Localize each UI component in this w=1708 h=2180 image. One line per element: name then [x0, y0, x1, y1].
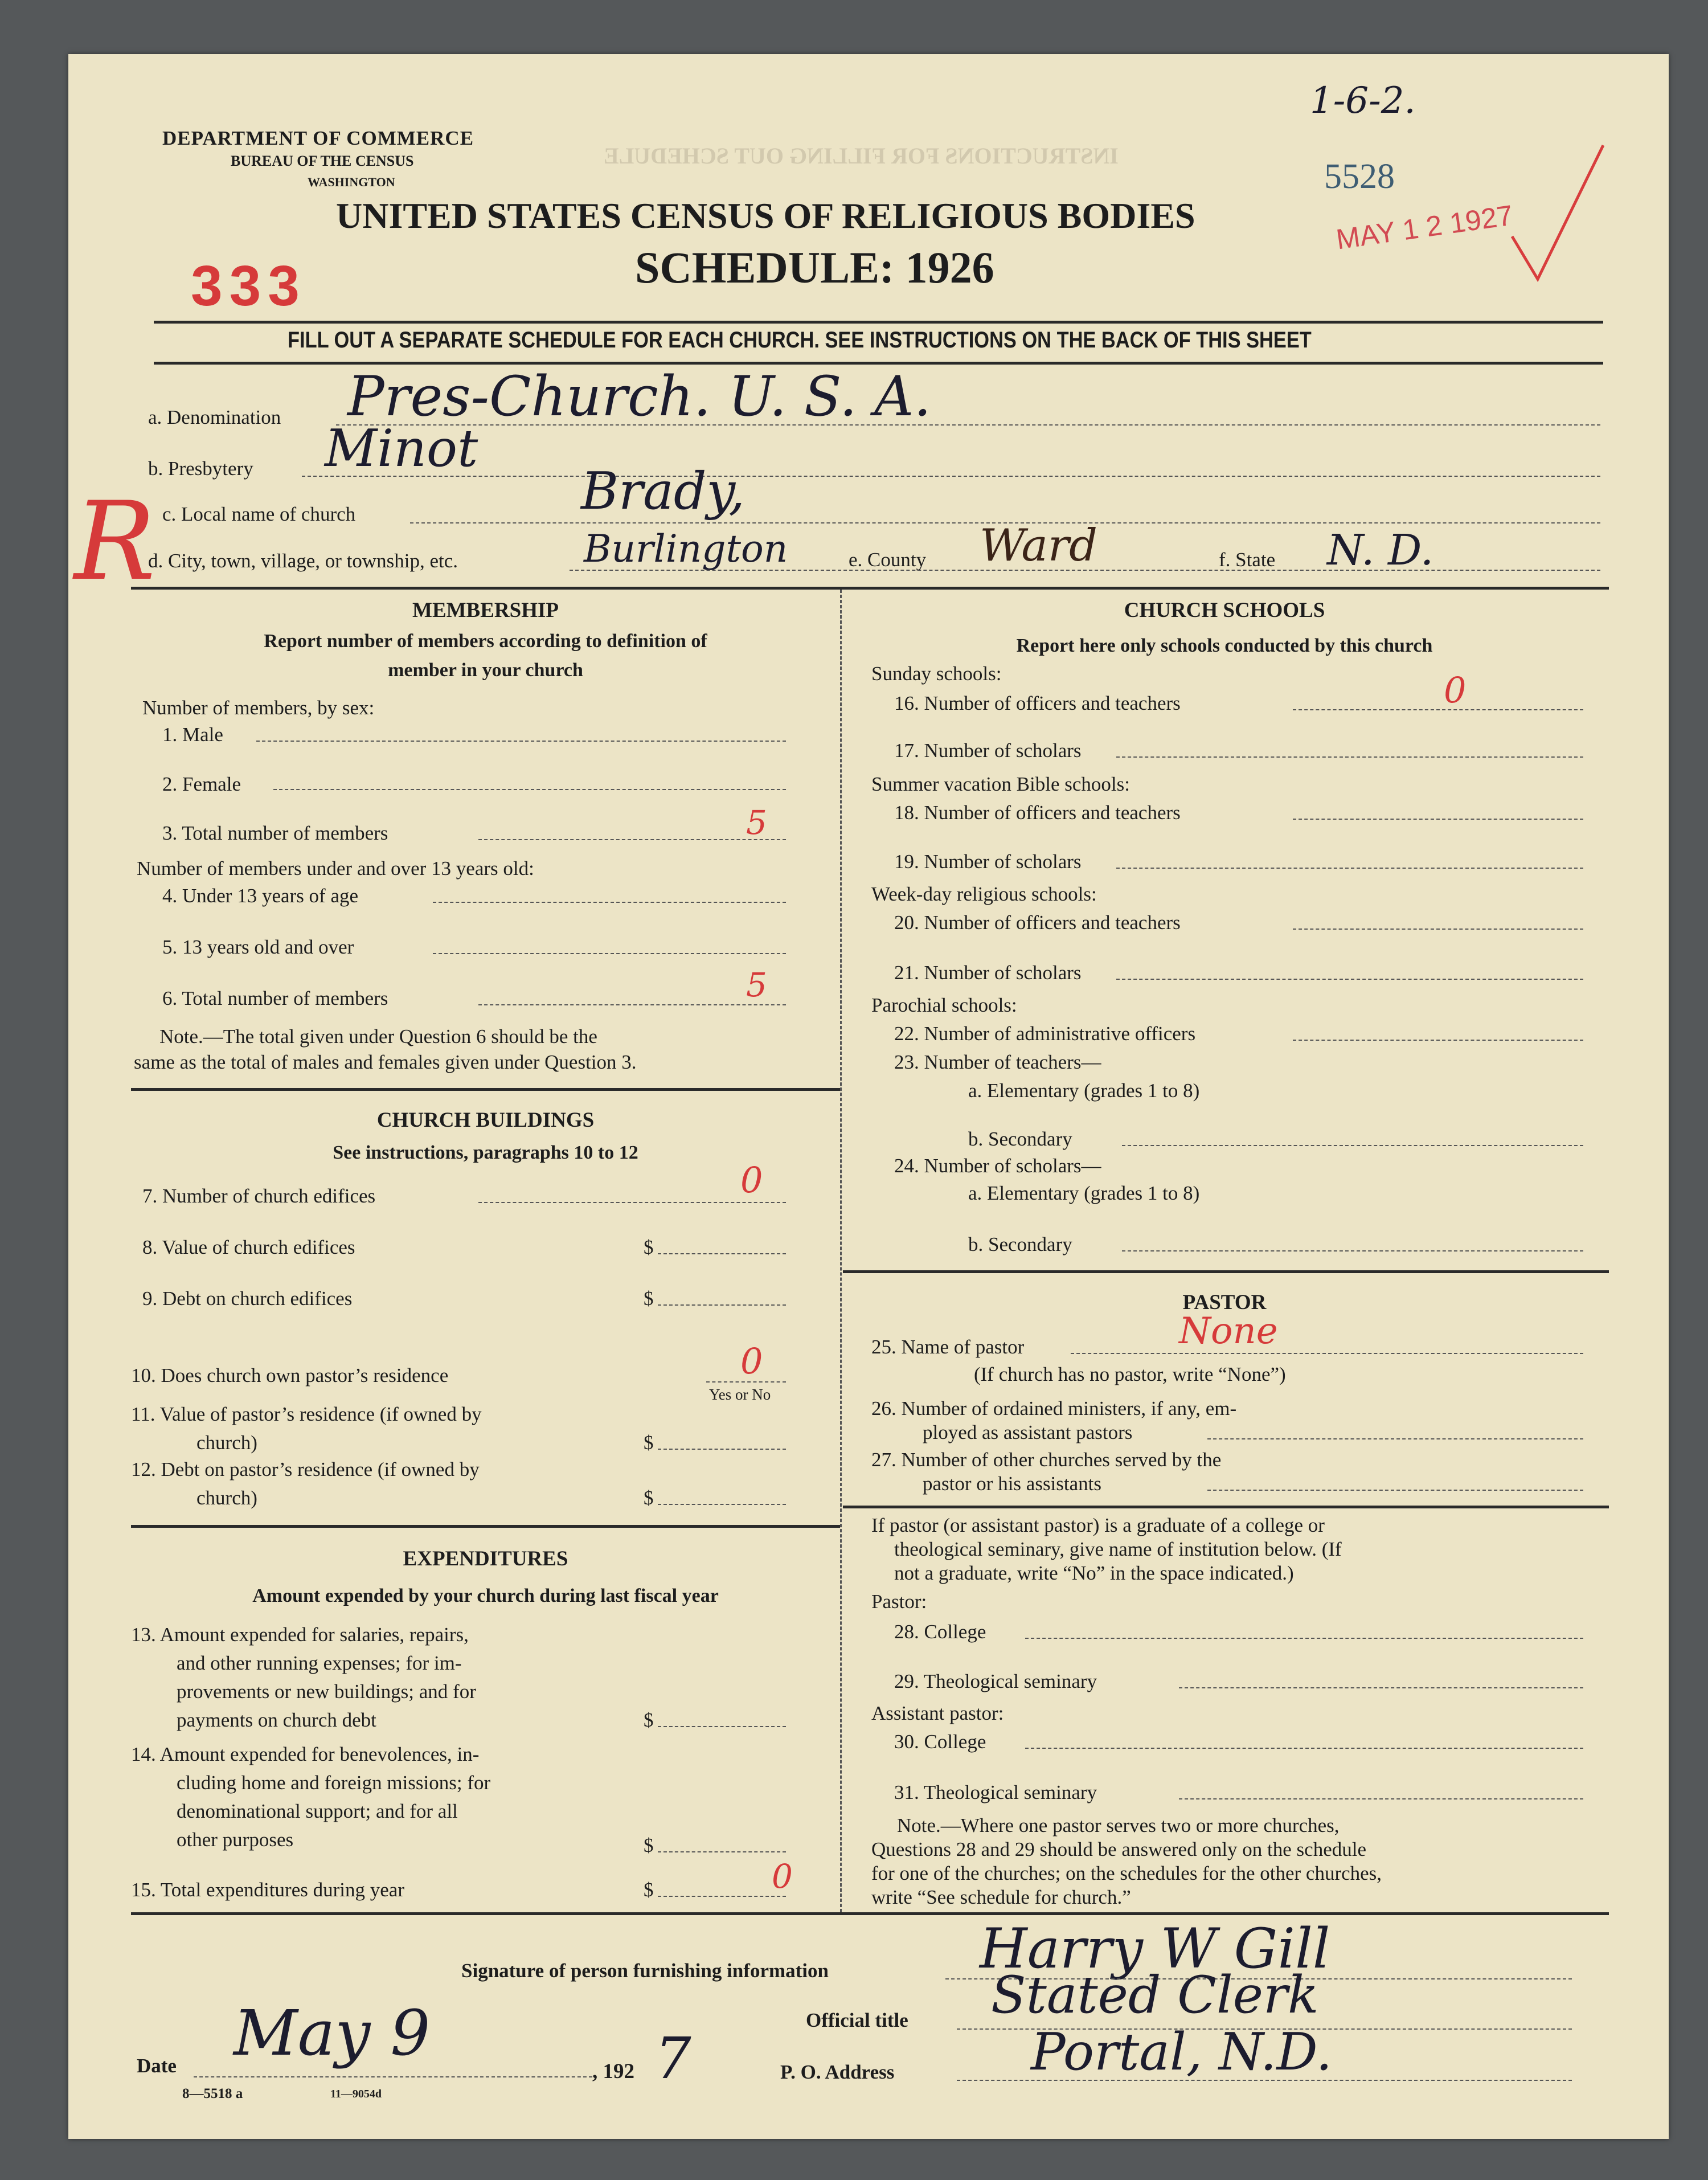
q27-label: 27. Number of other churches served by the — [871, 1449, 1222, 1471]
rule — [843, 1506, 1609, 1508]
q21-label: 21. Number of scholars — [894, 962, 1082, 984]
membership-heading: MEMBERSHIP — [412, 599, 559, 622]
graduate-instruction: not a graduate, write “No” in the space indicated.) — [894, 1562, 1294, 1584]
q13-label: 13. Amount expended for salaries, repairs, — [131, 1623, 469, 1646]
pastor-subheading: Pastor: — [871, 1590, 927, 1613]
dollar-sign: $ — [644, 1236, 654, 1258]
q14-label: 14. Amount expended for benevolences, in- — [131, 1743, 480, 1765]
official-title-label: Official title — [806, 2009, 908, 2031]
q9-debt-edifices-label: 9. Debt on church edifices — [142, 1287, 353, 1310]
rule — [570, 570, 1600, 571]
q15-total-value[interactable]: 0 — [772, 1857, 793, 1896]
parochial-schools-label: Parochial schools: — [871, 994, 1017, 1016]
date-value[interactable]: May 9 — [234, 1997, 431, 2069]
red-check-mark — [1506, 140, 1609, 288]
q17-label: 17. Number of scholars — [894, 739, 1082, 762]
answer-line[interactable] — [478, 839, 786, 840]
answer-line[interactable] — [1025, 1638, 1583, 1639]
expenditures-heading: EXPENDITURES — [403, 1547, 568, 1570]
po-address-label: P. O. Address — [780, 2061, 895, 2083]
graduate-instruction: If pastor (or assistant pastor) is a graduate of a college or — [871, 1514, 1325, 1536]
rule — [336, 424, 1600, 426]
dollar-sign: $ — [644, 1487, 654, 1509]
bleed-through-text: INSTRUCTIONS FOR FILLING OUT SCHEDULE — [604, 143, 1119, 169]
answer-line[interactable] — [1122, 1145, 1583, 1146]
q25-value[interactable]: None — [1179, 1310, 1278, 1352]
date-label: Date — [137, 2055, 177, 2077]
pastor-note: for one of the churches; on the schedules for the other churches, — [871, 1862, 1382, 1884]
answer-line[interactable] — [194, 2076, 592, 2077]
po-address-value[interactable]: Portal, N.D. — [1031, 2022, 1333, 2082]
answer-line[interactable] — [658, 1726, 786, 1727]
rule — [131, 1912, 1609, 1915]
rule — [131, 1088, 840, 1091]
rule — [131, 587, 1609, 590]
answer-line[interactable] — [706, 1381, 786, 1383]
by-sex-label: Number of members, by sex: — [142, 697, 375, 719]
pastor-note: write “See schedule for church.” — [871, 1886, 1131, 1908]
q22-label: 22. Number of administrative officers — [894, 1022, 1196, 1045]
q15-total-label: 15. Total expenditures during year — [131, 1879, 404, 1901]
received-date-stamp: MAY 1 2 1927 — [1334, 199, 1515, 256]
answer-line[interactable] — [658, 1449, 786, 1450]
presbytery-label: b. Presbytery — [148, 457, 253, 480]
state-value[interactable]: N. D. — [1327, 526, 1434, 575]
state-label: f. State — [1219, 549, 1276, 571]
q16-label: 16. Number of officers and teachers — [894, 692, 1181, 714]
form-title: UNITED STATES CENSUS OF RELIGIOUS BODIES — [336, 195, 1195, 236]
summer-schools-label: Summer vacation Bible schools: — [871, 773, 1130, 795]
q7-edifices-label: 7. Number of church edifices — [142, 1185, 376, 1207]
q26-label: 26. Number of ordained ministers, if any, em- — [871, 1397, 1237, 1420]
answer-line[interactable] — [1025, 1748, 1583, 1749]
signature-label: Signature of person furnishing information — [461, 1960, 829, 1982]
fill-out-instruction: FILL OUT A SEPARATE SCHEDULE FOR EACH CHURCH. SEE INSTRUCTIONS ON THE BACK OF THIS SHEET — [288, 328, 1312, 353]
q14-label-cont: denominational support; and for all — [177, 1800, 458, 1822]
city-township-label: d. City, town, village, or township, etc. — [148, 550, 458, 572]
answer-line[interactable] — [433, 902, 786, 903]
membership-intro: Report number of members according to definition of — [264, 631, 707, 652]
schools-heading: CHURCH SCHOOLS — [1124, 599, 1325, 622]
pastor-note: Questions 28 and 29 should be answered only on the schedule — [871, 1838, 1367, 1860]
membership-intro: member in your church — [388, 660, 583, 681]
q27-label-cont: pastor or his assistants — [923, 1473, 1102, 1495]
q20-label: 20. Number of officers and teachers — [894, 911, 1181, 934]
pastor-note: Note.—Where one pastor serves two or more churches, — [897, 1814, 1340, 1837]
q8-value-edifices-label: 8. Value of church edifices — [142, 1236, 355, 1258]
denomination-value[interactable]: Pres-Church. U. S. A. — [347, 365, 931, 428]
q3-total-label: 3. Total number of members — [162, 822, 388, 844]
answer-line[interactable] — [1116, 979, 1583, 980]
q6-total-label: 6. Total number of members — [162, 987, 388, 1009]
rule — [843, 1270, 1609, 1273]
q19-label: 19. Number of scholars — [894, 850, 1082, 873]
print-number: 11—9054d — [330, 2088, 382, 2100]
q1-male-label: 1. Male — [162, 723, 223, 746]
year-prefix: , 192 — [592, 2060, 634, 2083]
q7-edifices-value[interactable]: 0 — [740, 1159, 763, 1201]
q26-label-cont: ployed as assistant pastors — [923, 1421, 1133, 1443]
dollar-sign: $ — [644, 1709, 654, 1731]
q11-value-residence-label: 11. Value of pastor’s residence (if owned by — [131, 1403, 482, 1425]
q13-label-cont: and other running expenses; for im- — [177, 1652, 462, 1674]
q29-label: 29. Theological seminary — [894, 1670, 1097, 1692]
answer-line[interactable] — [1071, 1353, 1583, 1354]
corner-note: 1-6-2. — [1310, 80, 1416, 122]
dollar-sign: $ — [644, 1879, 654, 1901]
dollar-sign: $ — [644, 1287, 654, 1310]
q25-note: (If church has no pastor, write “None”) — [974, 1363, 1286, 1385]
answer-line[interactable] — [433, 953, 786, 954]
column-divider — [840, 590, 842, 1912]
answer-line[interactable] — [256, 741, 786, 742]
membership-note: Note.—The total given under Question 6 should be the — [159, 1025, 597, 1048]
q3-total-value[interactable]: 5 — [746, 803, 767, 842]
q12-debt-residence-label: 12. Debt on pastor’s residence (if owned by — [131, 1458, 480, 1480]
q4-under-13-label: 4. Under 13 years of age — [162, 885, 359, 907]
rule — [302, 476, 1600, 477]
pastor-heading: PASTOR — [1182, 1291, 1267, 1314]
answer-line[interactable] — [1293, 819, 1583, 820]
q6-total-value[interactable]: 5 — [746, 966, 767, 1004]
red-file-number: 333 — [191, 254, 306, 318]
dollar-sign: $ — [644, 1834, 654, 1856]
weekday-schools-label: Week-day religious schools: — [871, 883, 1097, 905]
q31-label: 31. Theological seminary — [894, 1781, 1097, 1803]
q24-label: 24. Number of scholars— — [894, 1155, 1101, 1177]
q16-value[interactable]: 0 — [1444, 669, 1467, 711]
assistant-pastor-subheading: Assistant pastor: — [871, 1702, 1004, 1724]
denomination-label: a. Denomination — [148, 406, 281, 428]
answer-line[interactable] — [1179, 1798, 1583, 1799]
graduate-instruction: theological seminary, give name of institution below. (If — [894, 1538, 1342, 1560]
q2-female-label: 2. Female — [162, 773, 241, 795]
q23a-label: a. Elementary (grades 1 to 8) — [968, 1079, 1200, 1102]
q23b-label: b. Secondary — [968, 1128, 1072, 1150]
q11-value-residence-label-cont: church) — [196, 1431, 257, 1454]
presbytery-value[interactable]: Minot — [325, 419, 478, 478]
answer-line[interactable] — [478, 1004, 786, 1005]
q28-label: 28. College — [894, 1621, 986, 1643]
schedule-number: 5528 — [1324, 157, 1395, 196]
answer-line[interactable] — [658, 1504, 786, 1505]
q24b-label: b. Secondary — [968, 1233, 1072, 1255]
form-subtitle: SCHEDULE: 1926 — [635, 243, 994, 292]
answer-line[interactable] — [478, 1202, 786, 1203]
q12-debt-residence-label-cont: church) — [196, 1487, 257, 1509]
answer-line[interactable] — [1293, 1040, 1583, 1041]
answer-line[interactable] — [1122, 1250, 1583, 1251]
red-margin-mark: R — [74, 478, 156, 604]
q30-label: 30. College — [894, 1731, 986, 1753]
rule — [154, 321, 1603, 324]
q13-label-cont: payments on church debt — [177, 1709, 376, 1731]
rule — [131, 1525, 840, 1528]
answer-line[interactable] — [1116, 756, 1583, 758]
answer-line[interactable] — [658, 1851, 786, 1852]
q13-label-cont: provements or new buildings; and for — [177, 1680, 476, 1703]
city-township-value[interactable]: Burlington — [584, 527, 788, 571]
answer-line[interactable] — [957, 2080, 1572, 2081]
expenditures-sub: Amount expended by your church during last fiscal year — [252, 1585, 719, 1606]
q14-label-cont: cluding home and foreign missions; for — [177, 1772, 491, 1794]
department-label: DEPARTMENT OF COMMERCE — [162, 127, 474, 149]
membership-note: same as the total of males and females given under Question 3. — [134, 1051, 637, 1073]
form-number: 8—5518 a — [182, 2086, 243, 2101]
local-church-label: c. Local name of church — [162, 503, 356, 525]
buildings-sub: See instructions, paragraphs 10 to 12 — [333, 1142, 638, 1163]
year-value[interactable]: 7 — [655, 2025, 691, 2092]
schools-sub: Report here only schools conducted by this church — [1016, 635, 1433, 656]
answer-line[interactable] — [273, 789, 786, 790]
q25-label: 25. Name of pastor — [871, 1336, 1025, 1358]
q5-13-over-label: 5. 13 years old and over — [162, 936, 354, 958]
q18-label: 18. Number of officers and teachers — [894, 801, 1181, 824]
answer-line[interactable] — [1293, 929, 1583, 930]
q10-residence-value[interactable]: 0 — [740, 1340, 763, 1382]
buildings-heading: CHURCH BUILDINGS — [376, 1109, 595, 1132]
bureau-label: BUREAU OF THE CENSUS — [231, 153, 414, 169]
answer-line[interactable] — [658, 1896, 786, 1897]
yes-no-hint: Yes or No — [709, 1386, 771, 1403]
answer-line[interactable] — [658, 1304, 786, 1306]
q24a-label: a. Elementary (grades 1 to 8) — [968, 1182, 1200, 1204]
city-label: WASHINGTON — [308, 175, 395, 189]
answer-line[interactable] — [1293, 709, 1583, 710]
q10-residence-label: 10. Does church own pastor’s residence — [131, 1364, 449, 1386]
county-value[interactable]: Ward — [980, 520, 1098, 571]
signature-value[interactable]: Harry W Gill — [980, 1917, 1330, 1981]
dollar-sign: $ — [644, 1431, 654, 1454]
age-intro: Number of members under and over 13 years old: — [137, 857, 534, 880]
census-schedule-form — [68, 54, 1669, 2139]
answer-line[interactable] — [1179, 1687, 1583, 1688]
answer-line[interactable] — [658, 1253, 786, 1254]
answer-line[interactable] — [1116, 868, 1583, 869]
sunday-schools-label: Sunday schools: — [871, 662, 1002, 685]
q23-label: 23. Number of teachers— — [894, 1051, 1101, 1073]
local-church-value[interactable]: Brady, — [581, 461, 745, 521]
answer-line[interactable] — [1207, 1490, 1583, 1491]
answer-line[interactable] — [1207, 1438, 1583, 1439]
q14-label-cont: other purposes — [177, 1829, 294, 1851]
official-title-value[interactable]: Stated Clerk — [991, 1965, 1319, 2025]
county-label: e. County — [849, 549, 927, 571]
